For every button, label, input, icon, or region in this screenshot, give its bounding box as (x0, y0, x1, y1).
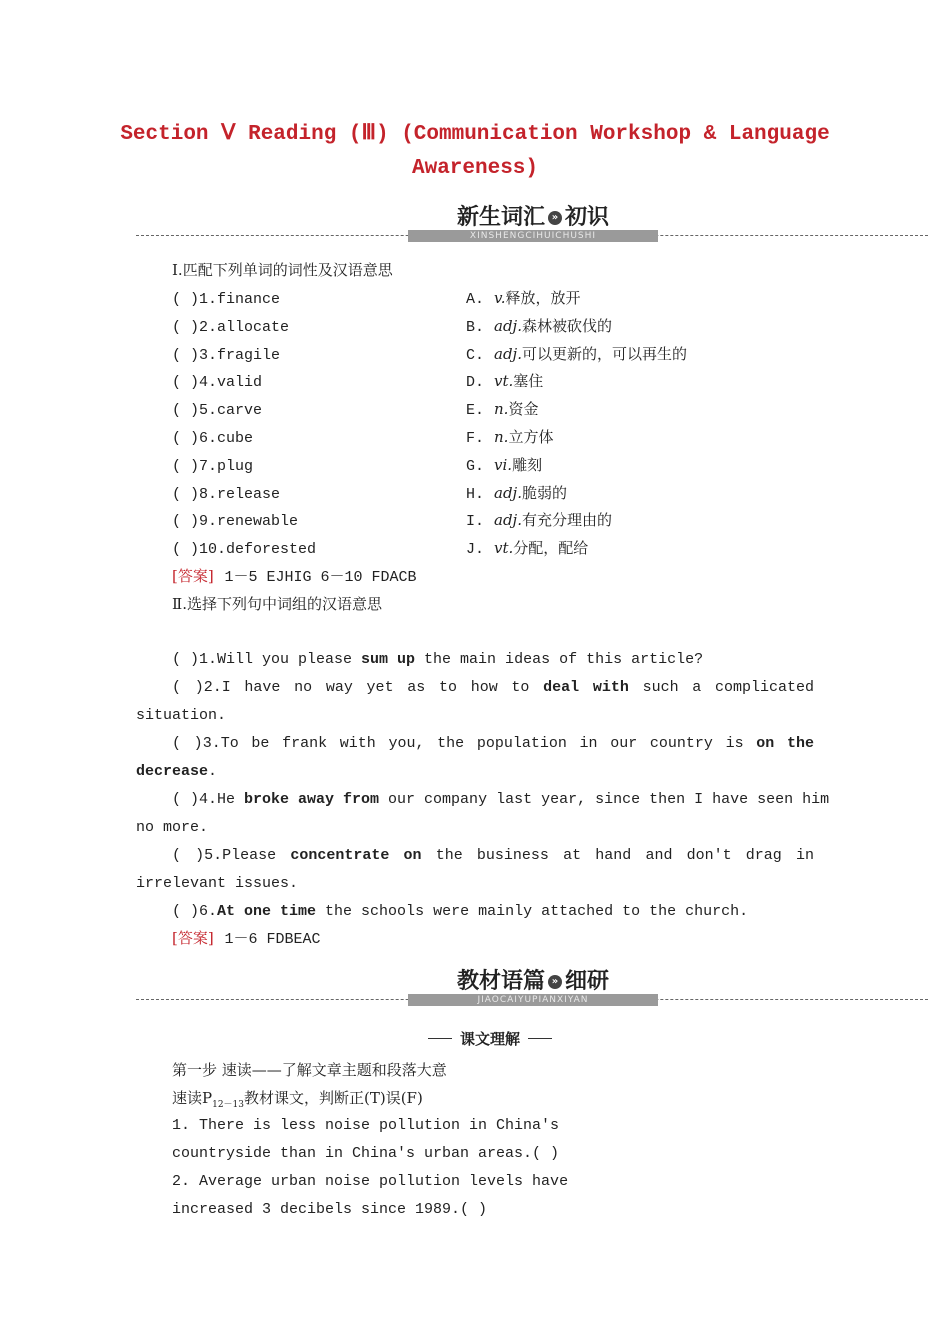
word-item: ( )9.renewable (172, 513, 299, 531)
meaning: 塞住 (513, 372, 544, 391)
word-item: ( )7.plug (172, 457, 254, 475)
sentence-3 (172, 730, 814, 758)
section-banner-vocab (136, 200, 928, 240)
meaning: 可以更新的，可以再生的 (521, 344, 687, 363)
banner-label-sub: 初识 (565, 205, 610, 230)
word-row (172, 423, 253, 453)
meaning: 雕刻 (512, 455, 543, 474)
question-1-line1: 1. There is less noise pollution in China's (172, 1117, 560, 1134)
part-of-speech: vi. (494, 455, 513, 474)
word-item: ( )8.release (172, 485, 281, 503)
sentence-5 (172, 842, 814, 870)
part-of-speech: adj. (494, 316, 522, 335)
word-row (172, 534, 316, 564)
sentence-2 (172, 674, 814, 702)
s6-pre: ( )6. (172, 903, 218, 920)
sentence-3-cont (136, 758, 217, 786)
part-of-speech: v. (494, 289, 506, 307)
banner-label-main: 新生词汇 (456, 205, 545, 230)
answer-tag: [答案] (172, 567, 214, 585)
s2-pre: ( )2.I have no way yet as to how to (172, 679, 544, 696)
definition-row (466, 479, 567, 509)
s4-pre: ( )4.He (172, 791, 245, 808)
meaning: 森林被砍伐的 (521, 316, 612, 335)
s6-phrase: At one time (217, 903, 317, 920)
option-letter: J. (466, 541, 485, 559)
definition-row (466, 284, 581, 314)
part1-answer (172, 562, 417, 592)
definition-row (466, 340, 687, 370)
meaning: 立方体 (508, 428, 554, 446)
part2-answer (172, 924, 321, 954)
word-row (172, 367, 262, 397)
option-letter: F. (466, 430, 485, 447)
s2-post: such a complicated (628, 679, 815, 696)
word-row (172, 340, 280, 370)
question-1-line2: countryside than in China's urban areas.( ) (172, 1145, 560, 1162)
definition-row (466, 312, 612, 342)
definition-row (466, 451, 542, 481)
part-of-speech: n. (494, 428, 509, 446)
word-item: ( )5.carve (172, 402, 263, 420)
option-letter: D. (466, 374, 485, 392)
option-letter: E. (466, 402, 485, 420)
definition-row (466, 395, 538, 425)
s3-phrase-cont: decrease (136, 763, 209, 780)
sentence-4 (172, 786, 830, 814)
part2-heading: Ⅱ.选择下列句中词组的汉语意思 (172, 595, 382, 613)
definition-row (466, 534, 588, 564)
s4-post: our company last year, since then I have seen him (379, 791, 830, 808)
instr-pages: 12－13 (212, 1100, 244, 1110)
banner-pinyin: XINSHENGCIHUICHUSHI (408, 230, 658, 242)
word-row (172, 479, 280, 509)
option-letter: I. (466, 513, 485, 531)
definition-row (466, 506, 612, 536)
s1-phrase: sum up (361, 651, 416, 668)
s1-pre: ( )1.Will you please (172, 651, 362, 668)
arrow-dot-icon: » (548, 975, 562, 989)
banner-label (408, 964, 658, 995)
part-of-speech: vt. (494, 372, 514, 391)
part-of-speech: adj. (494, 483, 522, 502)
word-row (172, 506, 298, 536)
s5-phrase: concentrate on (290, 847, 422, 864)
part-of-speech: n. (494, 400, 509, 419)
s3-cont: . (208, 763, 218, 780)
arrow-dot-icon: » (548, 211, 562, 225)
s6-post: the schools were mainly attached to the church. (316, 903, 749, 920)
sentence-6 (172, 898, 748, 926)
subsection-heading (428, 1028, 552, 1048)
word-row (172, 451, 253, 481)
part-of-speech: adj. (494, 344, 522, 363)
answer-text: 1－5 EJHIG 6－10 FDACB (224, 569, 417, 586)
s5-post: the business at hand and don't drag in (421, 847, 814, 864)
banner-label (408, 200, 658, 231)
step-heading: 第一步 速读——了解文章主题和段落大意 (172, 1061, 447, 1079)
question-2-line1: 2. Average urban noise pollution levels have (172, 1173, 569, 1190)
meaning: 有充分理由的 (521, 511, 612, 530)
word-item: ( )1.finance (172, 291, 281, 308)
page-title-line1: Section Ⅴ Reading (Ⅲ) (Communication Workshop & Language (120, 123, 830, 146)
s5-pre: ( )5.Please (172, 847, 291, 864)
instr-b: 教材课文，判断正(T)误(F) (244, 1089, 423, 1107)
sentence-5-cont: irrelevant issues. (136, 875, 299, 892)
meaning: 释放，放开 (505, 289, 581, 307)
part1-heading: Ⅰ.匹配下列单词的词性及汉语意思 (172, 261, 393, 279)
part-of-speech: vt. (494, 539, 514, 558)
option-letter: A. (466, 291, 485, 308)
s2-phrase: deal with (543, 679, 629, 696)
word-row (172, 312, 289, 342)
banner-label-sub: 细研 (565, 969, 610, 994)
s1-post: the main ideas of this article? (415, 651, 704, 668)
sentence-1 (172, 646, 703, 674)
page-title-line2: Awareness) (411, 157, 539, 180)
banner-pinyin: JIAOCAIYUPIANXIYAN (408, 994, 658, 1006)
word-item: ( )6.cube (172, 430, 254, 447)
word-item: ( )3.fragile (172, 346, 281, 364)
word-row (172, 395, 262, 425)
section-banner-text (136, 964, 928, 1004)
answer-tag: [答案] (172, 929, 214, 947)
word-item: ( )2.allocate (172, 318, 290, 336)
meaning: 脆弱的 (521, 483, 567, 502)
option-letter: C. (466, 346, 485, 364)
word-item: ( )10.deforested (172, 541, 317, 559)
s3-phrase: on the (756, 735, 814, 752)
meaning: 分配，配给 (513, 539, 589, 558)
option-letter: G. (466, 457, 485, 475)
word-item: ( )4.valid (172, 374, 263, 392)
s4-phrase: broke away from (244, 791, 380, 808)
question-2-line2: increased 3 decibels since 1989.( ) (172, 1201, 488, 1218)
part-of-speech: adj. (494, 511, 522, 530)
sentence-4-cont: no more. (136, 819, 209, 836)
sentence-2-cont: situation. (136, 707, 227, 724)
option-letter: H. (466, 485, 485, 503)
subsection-heading-text: 课文理解 (459, 1030, 520, 1048)
meaning: 资金 (508, 400, 539, 419)
heading-rule-right (528, 1038, 552, 1039)
option-letter: B. (466, 318, 485, 336)
instr-a: 速读P (172, 1089, 213, 1107)
answer-text: 1－6 FDBEAC (224, 931, 321, 948)
definition-row (466, 423, 553, 453)
word-row (172, 284, 280, 314)
definition-row (466, 367, 543, 397)
heading-rule-left (428, 1038, 452, 1039)
banner-label-main: 教材语篇 (456, 969, 545, 994)
s3-pre: ( )3.To be frank with you, the population in our country is (172, 735, 757, 752)
